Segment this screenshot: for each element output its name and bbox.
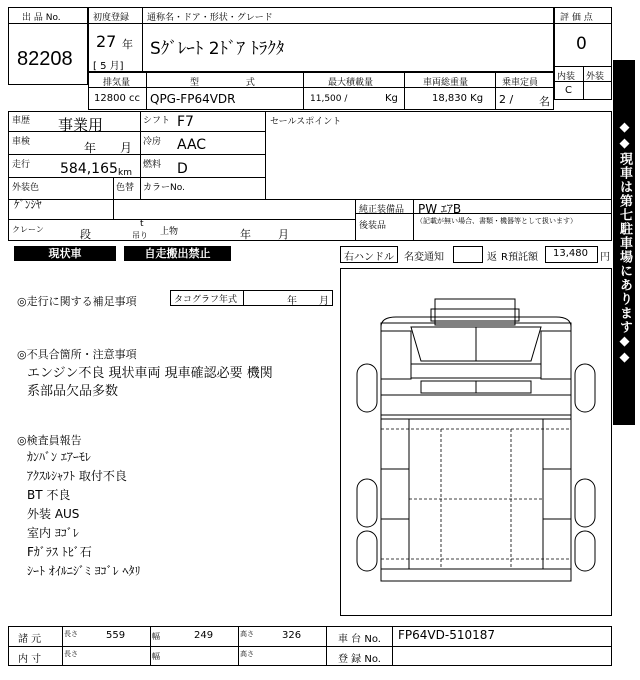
tacho-label: タコグラフ年式 xyxy=(174,295,238,305)
exterior-grade-label: 外装 xyxy=(586,72,605,82)
car-name-label: 通称名・ドア・形状・グレード xyxy=(147,13,273,23)
tacho-month: 月 xyxy=(319,296,329,307)
fuel: D xyxy=(177,161,188,177)
lot-number: 82208 xyxy=(17,48,73,70)
inspector-line: ｶﾝﾊﾞﾝ ｴｱｰﾓﾚ xyxy=(27,450,91,464)
inspector-line: BT 不良 xyxy=(27,488,71,502)
recycle-unit: 円 xyxy=(600,252,610,263)
upper-label: 上物 xyxy=(160,227,179,237)
shift: F7 xyxy=(177,114,194,130)
width-label: 幅 xyxy=(152,652,160,661)
color-change-label: 色替 xyxy=(116,183,135,193)
color: ｹﾞﾝｼﾔ xyxy=(14,198,42,211)
first-reg-month: [ 5 月] xyxy=(93,61,124,72)
defect-label: ◎不具合箇所・注意事項 xyxy=(17,348,137,361)
history-label: 車歴 xyxy=(12,116,31,126)
score-label: 評 価 点 xyxy=(560,13,593,23)
inspector-line: Fｶﾞﾗｽ ﾄﾋﾞ石 xyxy=(27,545,92,559)
recycle-label: R預託額 xyxy=(501,252,538,263)
gross-weight-label: 車両総重量 xyxy=(423,78,469,88)
inspector-line: 室内 ﾖｺﾞﾚ xyxy=(27,526,79,540)
crane-hang: 吊り xyxy=(132,231,148,240)
first-reg-year: 27 xyxy=(96,32,117,51)
aftermarket-label: 後装品 xyxy=(359,221,387,231)
model-code: QPG-FP64VDR xyxy=(150,92,236,106)
displacement: 12800 cc xyxy=(94,93,140,104)
first-reg-label: 初度登録 xyxy=(93,13,130,23)
equipment: PW ｴｱB xyxy=(418,202,462,216)
right-handle: 右ハンドル xyxy=(344,252,394,263)
name-change-label: 名変通知 xyxy=(404,252,444,263)
model-label: 型 式 xyxy=(190,78,277,88)
parking-notice-banner: ◆◆現車は第七駐車場にあります◆◆ xyxy=(613,60,635,425)
gross-weight: 18,830 Kg xyxy=(432,93,484,104)
upper-year: 年 xyxy=(240,228,251,241)
length-label: 長さ xyxy=(64,650,78,658)
inspection: 年 月 xyxy=(84,141,133,155)
crane-stage: 段 xyxy=(80,228,91,241)
max-load-label: 最大積載量 xyxy=(328,78,374,88)
recycle-value: 13,480 xyxy=(553,248,588,259)
current-condition-badge: 現状車 xyxy=(14,246,116,261)
tacho-year: 年 xyxy=(287,296,297,307)
upper-month: 月 xyxy=(278,228,289,241)
max-load: 11,500 / xyxy=(310,94,348,104)
length-value: 559 xyxy=(106,630,126,641)
travel-notes-label: ◎走行に関する補足事項 xyxy=(17,295,137,308)
capacity: 2 / xyxy=(499,93,514,106)
sales-point-label: セールスポイント xyxy=(270,117,342,127)
capacity-label: 乗車定員 xyxy=(502,78,539,88)
interior-grade: C xyxy=(565,85,572,96)
shift-label: シフト xyxy=(143,116,171,126)
inner-dims-label: 内 寸 xyxy=(18,654,42,665)
registration-label: 登 録 No. xyxy=(338,654,381,665)
ac-label: 冷房 xyxy=(143,137,162,147)
width-value: 249 xyxy=(194,630,214,641)
mileage: 584,165 xyxy=(60,161,118,177)
inspector-line: ｱｸｽﾙｼｬﾌﾄ 取付不良 xyxy=(27,469,127,483)
chassis-label: 車 台 No. xyxy=(338,634,381,645)
history: 事業用 xyxy=(58,116,104,134)
car-name: Sｸﾞﾚｰﾄ 2ﾄﾞｱ ﾄﾗｸﾀ xyxy=(150,39,285,59)
lot-label: 出 品 No. xyxy=(22,13,61,23)
ac: AAC xyxy=(177,137,207,153)
crane-label: クレーン xyxy=(12,225,44,234)
color-label: 外装色 xyxy=(12,183,40,193)
mileage-unit: km xyxy=(118,168,132,178)
defect-line: エンジン不良 現状車両 現車確認必要 機関 xyxy=(27,366,273,381)
inspector-line: ｼｰﾄ ｵｲﾙﾆｼﾞﾐ ﾖｺﾞﾚ ﾍﾀﾘ xyxy=(27,564,141,578)
max-load-unit: Kg xyxy=(385,93,398,104)
no-self-drive-badge: 自走搬出禁止 xyxy=(124,246,231,261)
color-no-label: カラーNo. xyxy=(143,183,185,193)
chassis-number: FP64VD-510187 xyxy=(398,628,495,642)
crane-tonnage: t xyxy=(140,219,144,229)
inspector-line: 外装 AUS xyxy=(27,507,80,521)
inspector-report-label: ◎検査員報告 xyxy=(17,434,82,447)
displacement-label: 排気量 xyxy=(103,78,131,88)
truck-diagram xyxy=(341,269,611,615)
aftermarket-note: （記載が無い場合、書類・機器等として扱います） xyxy=(416,217,577,225)
defect-line: 系部品欠品多数 xyxy=(27,384,119,399)
refund-label: 返 xyxy=(487,252,497,263)
inspection-label: 車検 xyxy=(12,137,31,147)
year-unit: 年 xyxy=(122,38,133,51)
capacity-unit: 名 xyxy=(539,95,550,108)
height-label: 高さ xyxy=(240,630,254,638)
height-value: 326 xyxy=(282,630,302,641)
equipment-label: 純正装備品 xyxy=(359,205,405,215)
mileage-label: 走行 xyxy=(12,160,31,170)
height-label: 高さ xyxy=(240,650,254,658)
score-value: 0 xyxy=(576,34,587,54)
width-label: 幅 xyxy=(152,632,160,641)
length-label: 長さ xyxy=(64,630,78,638)
fuel-label: 燃料 xyxy=(143,160,162,170)
outer-dims-label: 諸 元 xyxy=(18,634,42,645)
truck-diagram-frame xyxy=(340,268,612,616)
interior-grade-label: 内装 xyxy=(557,72,576,82)
